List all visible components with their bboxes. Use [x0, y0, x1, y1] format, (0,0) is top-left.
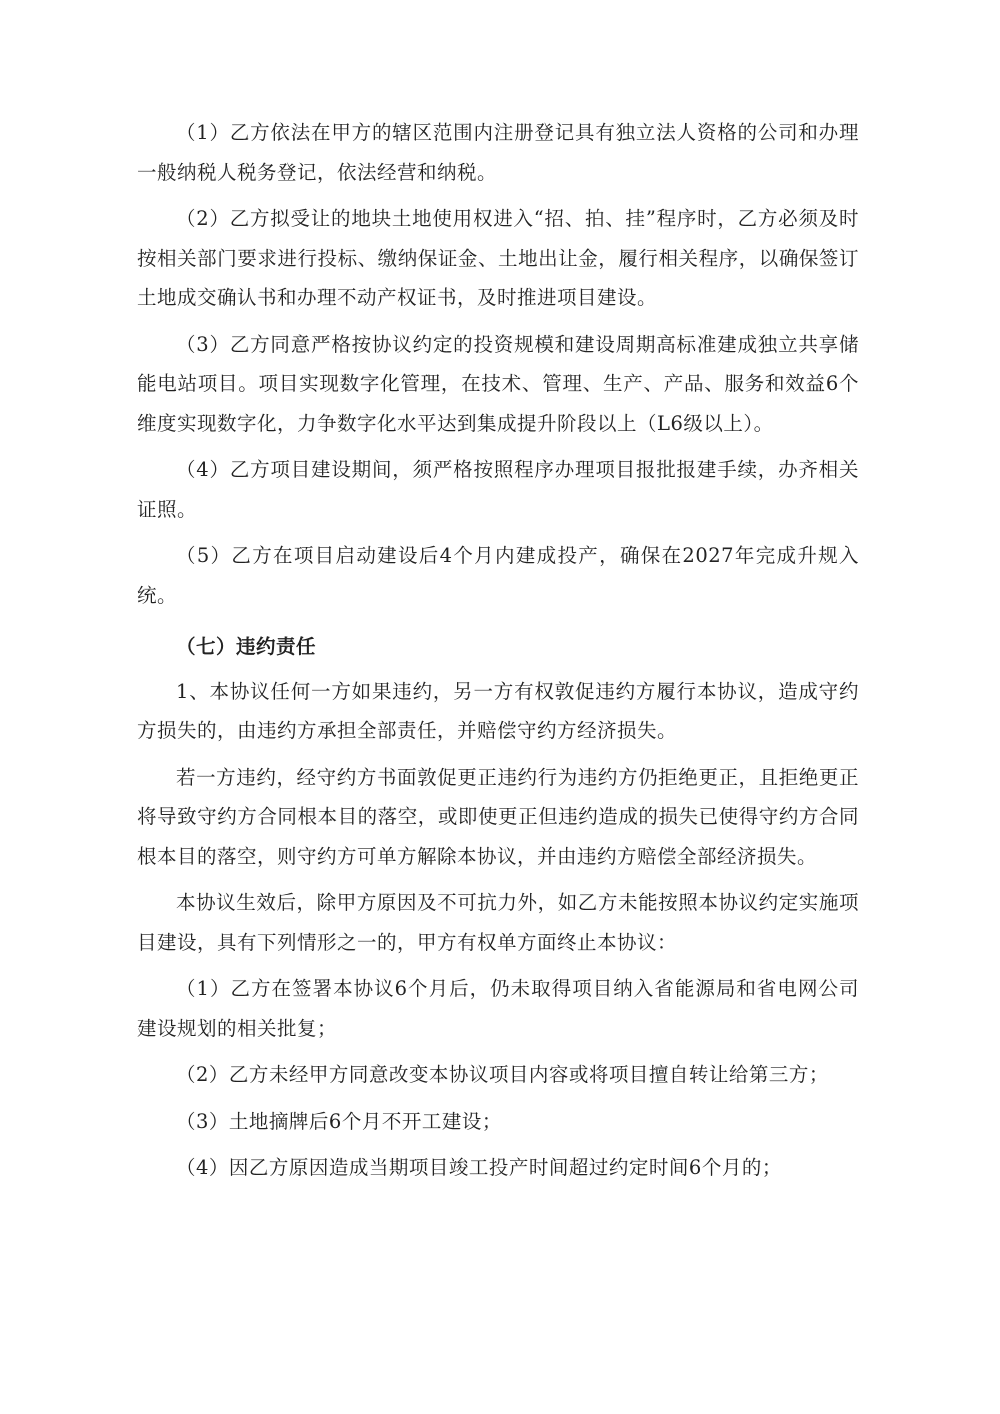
termination-item-4: （4）因乙方原因造成当期项目竣工投产时间超过约定时间6个月的；: [176, 1156, 782, 1179]
termination-item-1: （1）乙方在签署本协议6个月后，仍未取得项目纳入省能源局和省电网公司建设规划的相关批复；: [137, 977, 859, 1040]
breach-paragraph-1: 1、本协议任何一方如果违约，另一方有权敦促违约方履行本协议，造成守约方损失的，由违约方承担全部责任，并赔偿守约方经济损失。: [137, 679, 859, 742]
clause-paragraph-4: （4）乙方项目建设期间，须严格按照程序办理项目报批报建手续，办齐相关证照。: [137, 458, 859, 521]
clause-paragraph-3: （3）乙方同意严格按协议约定的投资规模和建设周期高标准建成独立共享储能电站项目。项目实现数字化管理，在技术、管理、生产、产品、服务和效益6个维度实现数字化，力争数字化水平达到集成提升阶段以上（L6级以上）。: [137, 332, 859, 435]
clause-paragraph-5: （5）乙方在项目启动建设后4个月内建成投产，确保在2027年完成升规入统。: [137, 544, 859, 607]
termination-item-2: （2）乙方未经甲方同意改变本协议项目内容或将项目擅自转让给第三方；: [176, 1063, 829, 1086]
clause-paragraph-2: （2）乙方拟受让的地块土地使用权进入“招、拍、挂”程序时，乙方必须及时按相关部门要求进行投标、缴纳保证金、土地出让金，履行相关程序，以确保签订土地成交确认书和办理不动产权证书，及时推进项目建设。: [137, 207, 859, 309]
section-heading-breach-liability: （七）违约责任: [176, 635, 317, 658]
breach-paragraph-3: 本协议生效后，除甲方原因及不可抗力外，如乙方未能按照本协议约定实施项目建设，具有下列情形之一的，甲方有权单方面终止本协议：: [137, 891, 859, 954]
clause-paragraph-1: （1）乙方依法在甲方的辖区范围内注册登记具有独立法人资格的公司和办理一般纳税人税务登记，依法经营和纳税。: [137, 121, 859, 184]
breach-paragraph-2: 若一方违约，经守约方书面敦促更正违约行为违约方仍拒绝更正，且拒绝更正将导致守约方合同根本目的落空，或即使更正但违约造成的损失已使得守约方合同根本目的落空，则守约方可单方解除本协议，并由违约方赔偿全部经济损失。: [137, 765, 859, 868]
document-page: [137, 113, 859, 1195]
termination-item-3: （3）土地摘牌后6个月不开工建设；: [176, 1109, 502, 1133]
